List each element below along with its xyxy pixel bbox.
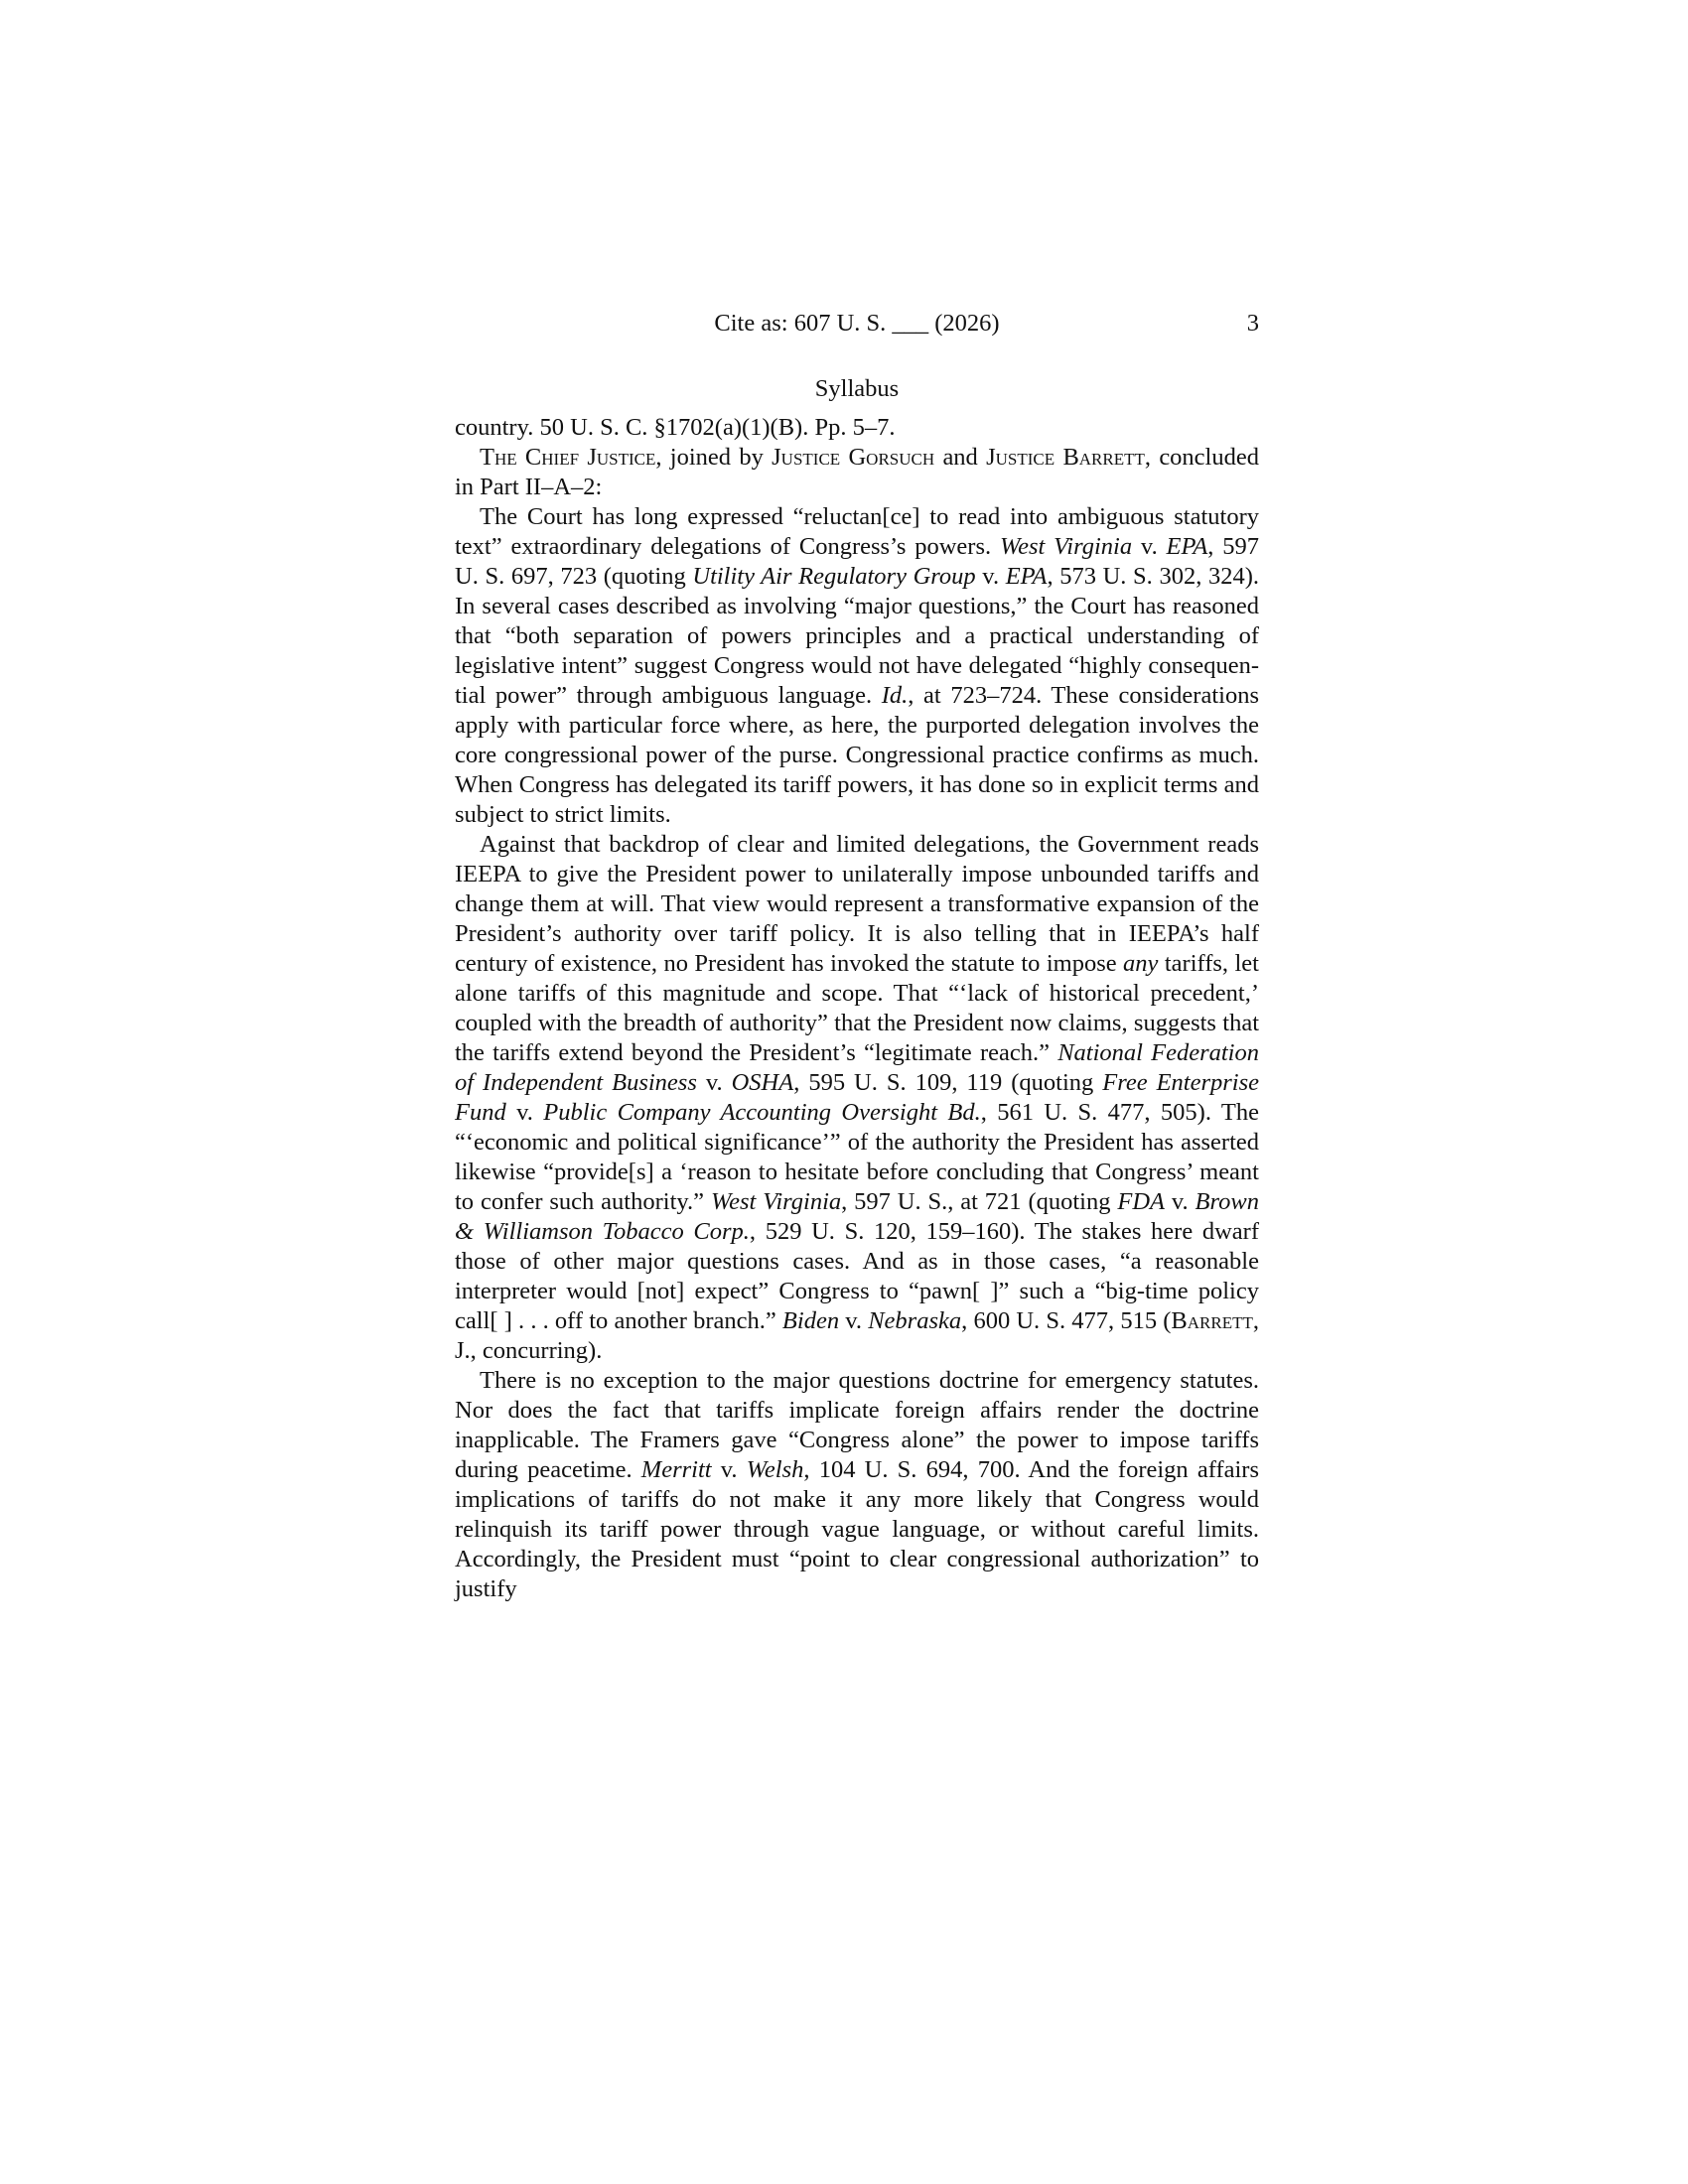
text-run: The Court has long expressed “reluctan[ce] to read into ambiguous statutory text” extraordinary delegations of Congress’s powers. xyxy=(455,503,1259,560)
text-run: v. xyxy=(839,1307,869,1334)
running-header xyxy=(455,310,1259,345)
case-name-italic: National Federation of Independent Business xyxy=(455,1039,1259,1096)
case-name-italic: Merritt xyxy=(640,1456,712,1483)
paragraph-continuation: country. 50 U. S. C. §1702(a)(1)(B). Pp. 5–7. xyxy=(455,414,896,441)
case-name-italic: Nebraska xyxy=(868,1307,962,1334)
case-name-italic: EPA xyxy=(1166,533,1208,560)
case-name-italic: Utility Air Regulatory Group xyxy=(692,563,976,590)
justice-name: Barrett xyxy=(1171,1307,1253,1334)
text-run: , 595 U. S. 109, 119 (quoting xyxy=(793,1069,1103,1096)
text-run: , J., concurring). xyxy=(455,1307,1259,1364)
text-run: v. xyxy=(711,1456,747,1483)
case-name-italic: Welsh xyxy=(746,1456,804,1483)
text-run: v. xyxy=(696,1069,732,1096)
citation-header: Cite as: 607 U. S. ___ (2026) xyxy=(714,310,1000,337)
text-run: v. xyxy=(1164,1188,1196,1215)
case-name-italic: any xyxy=(1123,950,1159,977)
text-run: , at 723–724. These considerations apply with particular force where, as here, the purported delegation involves the core congressional power of the purse. Congressional practice confirms as much. When Congress has delegated its tariff powers, it has done so in explicit terms and subject to strict limits. xyxy=(455,682,1259,828)
document-page xyxy=(455,310,1259,1604)
justice-name: The Chief Justice xyxy=(480,444,656,471)
text-run: and xyxy=(934,444,987,471)
justice-name: Justice Gorsuch xyxy=(772,444,935,471)
paragraph-emergency-statutes xyxy=(455,1366,1259,1604)
text-run: , concluded in Part II–A–2: xyxy=(455,444,1259,500)
text-run: , 597 U. S. 697, 723 (quoting xyxy=(455,533,1259,590)
case-name-italic: OSHA xyxy=(731,1069,794,1096)
text-run: , 573 U. S. 302, 324). In several cases described as involving “major questions,” the Court has reasoned that “both separation of powers principles and a practical understanding of legislative intent” suggest Congress would not have delegated “highly consequential power” through ambiguous language. xyxy=(455,563,1259,709)
paragraph-backdrop xyxy=(455,830,1259,1366)
case-name-italic: West Virginia xyxy=(999,533,1133,560)
case-name-italic: Id. xyxy=(881,682,909,709)
text-run: , 561 U. S. 477, 505). The “‘economic and political significance’” of the authority the President has asserted likewise “provide[s] a ‘reason to hesitate before concluding that Congress’ meant to confer such authority.” xyxy=(455,1099,1259,1215)
text-run: , 104 U. S. 694, 700. And the foreign affairs implications of tariffs do not make it any more likely that Congress would relinquish its tariff power through vague language, or without careful limits. Accordingly, the President must “point to clear congressional authorization” to justify xyxy=(455,1456,1259,1602)
text-run: , joined by xyxy=(655,444,773,471)
case-name-italic: Free Enterprise Fund xyxy=(455,1069,1259,1126)
text-run: Against that backdrop of clear and limited delegations, the Government reads IEEPA to give the President power to unilaterally impose unbounded tariffs and change them at will. That view would represent a transformative expansion of the President’s authority over tariff policy. It is also telling that in IEEPA’s half century of existence, no President has invoked the statute to impose xyxy=(455,831,1259,977)
justice-name: Justice Barrett xyxy=(986,444,1145,471)
page-number: 3 xyxy=(1246,310,1259,337)
case-name-italic: FDA xyxy=(1117,1188,1165,1215)
case-name-italic: EPA xyxy=(1005,563,1048,590)
text-run: , 597 U. S., at 721 (quoting xyxy=(841,1188,1118,1215)
paragraph-major-questions xyxy=(455,502,1259,830)
case-name-italic: West Virginia xyxy=(710,1188,842,1215)
case-name-italic: Public Company Accounting Oversight Bd. xyxy=(543,1099,981,1126)
text-run: , 529 U. S. 120, 159–160). The stakes here dwarf those of other major questions cases. And as in those cases, “a reasonable interpreter would [not] expect” Congress to “pawn[ ]” such a “big-time policy call[ ] . . . off to another branch.” xyxy=(455,1218,1259,1334)
section-title: Syllabus xyxy=(814,375,900,402)
paragraph-conclusion-intro xyxy=(455,443,1259,502)
text-run: v. xyxy=(975,563,1006,590)
text-run: There is no exception to the major questions doctrine for emergency statutes. Nor does the fact that tariffs implicate foreign affairs render the doctrine inapplicable. The Framers gave “Congress alone” the power to impose tariffs during peacetime. xyxy=(455,1367,1259,1483)
text-run: tariffs, let alone tariffs of this magnitude and scope. That “‘lack of historical precedent,’ coupled with the breadth of authority” that the President now claims, suggests that the tariffs extend beyond the President’s “legitimate reach.” xyxy=(455,950,1259,1066)
text-run: , 600 U. S. 477, 515 ( xyxy=(961,1307,1172,1334)
case-name-italic: Brown & Williamson Tobacco Corp. xyxy=(455,1188,1259,1245)
case-name-italic: Biden xyxy=(781,1307,840,1334)
text-run: v. xyxy=(505,1099,544,1126)
text-run: v. xyxy=(1132,533,1167,560)
